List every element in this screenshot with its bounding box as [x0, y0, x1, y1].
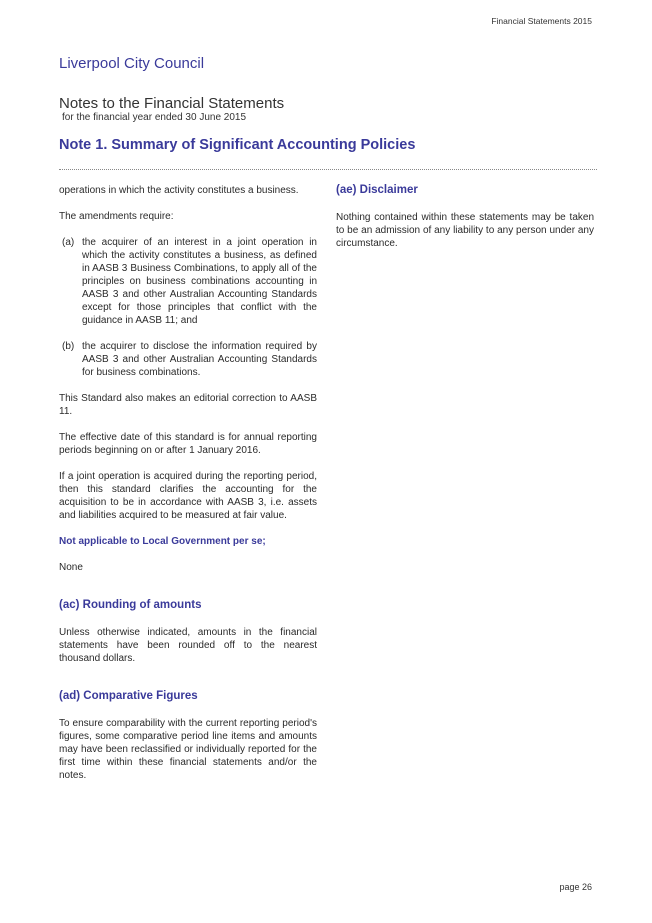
list-marker-b: (b)	[62, 341, 75, 352]
paragraph-none: None	[59, 562, 83, 573]
paragraph-editorial: This Standard also makes an editorial correction to AASB 11.	[59, 393, 317, 417]
list-item-a	[59, 236, 317, 327]
header-divider	[59, 169, 597, 170]
section-heading-ad: (ad) Comparative Figures	[59, 690, 198, 702]
council-name: Liverpool City Council	[59, 55, 205, 72]
paragraph-effective-date: The effective date of this standard is for annual reporting periods beginning on or after 1 January 2016.	[59, 432, 317, 456]
paragraph-disclaimer: Nothing contained within these statements may be taken to be an admission of any liability to any person under any circumstance.	[336, 212, 594, 249]
section-heading-ac: (ac) Rounding of amounts	[59, 599, 202, 611]
paragraph-rounding: Unless otherwise indicated, amounts in the financial statements have been rounded off to the nearest thousand dollars.	[59, 627, 317, 664]
document-label: Financial Statements 2015	[491, 16, 592, 26]
list-text-b: the acquirer to disclose the information required by AASB 3 and other Australian Accounting Standards for business combinations.	[82, 341, 317, 378]
notes-title: Notes to the Financial Statements	[59, 95, 285, 112]
list-marker-a: (a)	[62, 237, 75, 248]
note-title: Note 1. Summary of Significant Accounting Policies	[59, 137, 416, 153]
paragraph-comparative: To ensure comparability with the current reporting period's figures, some comparative period line items and amounts may have been reclassified or individually reported for the first time within these financial statements and/or the notes.	[59, 718, 317, 781]
paragraph-joint-operation: If a joint operation is acquired during the reporting period, then this standard clarifies the accounting for the acquisition to be in accordance with AASB 3, i.e. assets and liabilities acquired to be measured at fair value.	[59, 471, 317, 521]
right-column	[336, 184, 594, 263]
not-applicable-heading: Not applicable to Local Government per se;	[59, 536, 266, 547]
list-item-b	[59, 340, 317, 379]
page-number: page 26	[559, 882, 592, 892]
paragraph-continuation: operations in which the activity constitutes a business.	[59, 185, 299, 196]
notes-subtitle: for the financial year ended 30 June 2015	[62, 112, 247, 123]
list-text-a: the acquirer of an interest in a joint operation in which the activity constitutes a business, as defined in AASB 3 Business Combinations, to apply all of the principles on business combinations accounting in AASB 3 and other Australian Accounting Standards except for those principles that conflict with the guidance in AASB 11; and	[82, 237, 317, 326]
section-heading-ae: (ae) Disclaimer	[336, 184, 418, 196]
left-column	[59, 184, 317, 795]
paragraph-amendments-intro: The amendments require:	[59, 211, 174, 222]
